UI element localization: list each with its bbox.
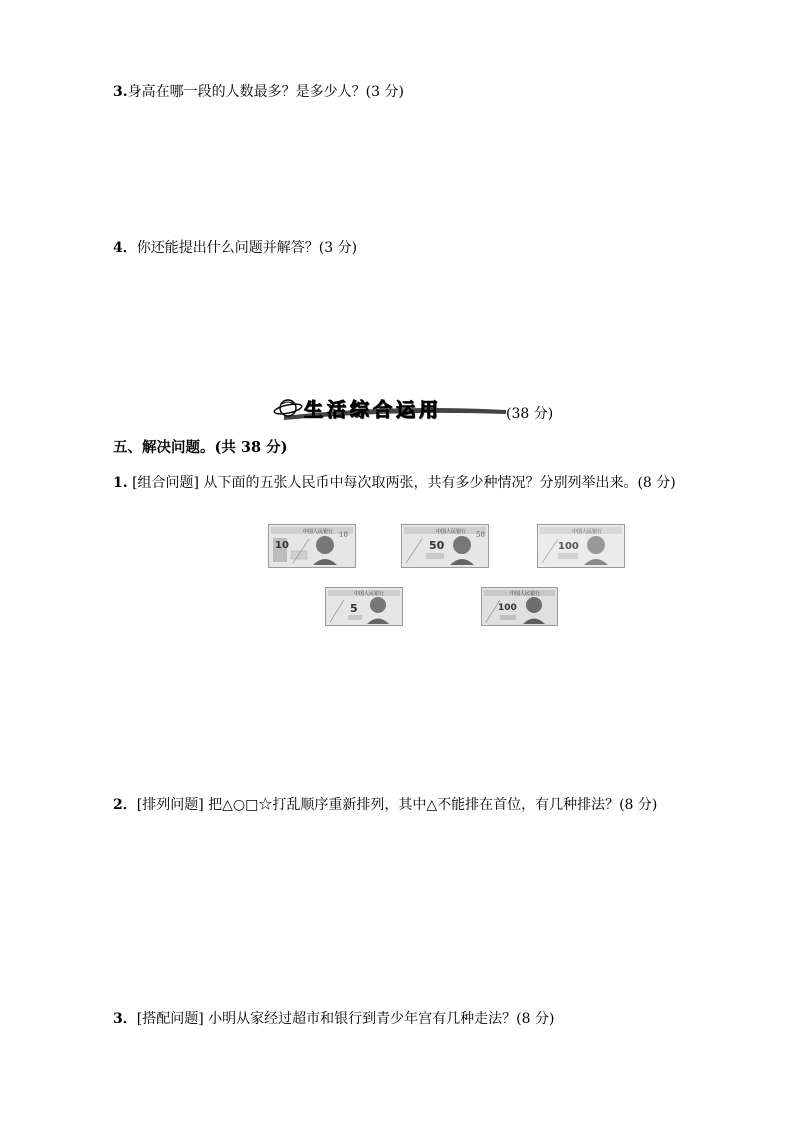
banknote-5 <box>325 587 403 626</box>
bill-denomination: 5 <box>350 602 358 615</box>
problem-2 <box>80 790 720 821</box>
svg-text:中国人民银行: 中国人民银行 <box>436 529 467 535</box>
section-banner <box>270 394 510 424</box>
svg-text:中国人民银行: 中国人民银行 <box>303 529 334 535</box>
bill-denomination: 100 <box>498 603 517 613</box>
question-4 <box>113 238 357 258</box>
planet-icon <box>273 400 302 416</box>
question-text: 你还能提出什么问题并解答？(3 分) <box>136 240 358 256</box>
problem-number: 2． <box>113 797 137 813</box>
bill-denomination: 10 <box>275 540 289 551</box>
bill-denomination: 50 <box>429 539 445 552</box>
question-3 <box>113 82 404 102</box>
problem-text: [搭配问题] 小明从家经过超市和银行到青少年宫有几种走法？(8 分) <box>136 1011 555 1027</box>
problem-3 <box>113 1009 554 1029</box>
banner-points: (38 分) <box>506 406 554 422</box>
problem-number: 1. <box>113 475 128 491</box>
problem-text: [组合问题] 从下面的五张人民币中每次取两张，共有多少种情况？分别列举出来。(8 分) <box>132 475 676 491</box>
banknote-100 <box>537 524 625 568</box>
question-number: 4． <box>113 240 137 256</box>
problem-1 <box>80 468 720 499</box>
svg-text:中国人民银行: 中国人民银行 <box>510 591 541 597</box>
svg-text:中国人民银行: 中国人民银行 <box>572 529 603 535</box>
problem-text: [排列问题] 把△○□☆打乱顺序重新排列，其中△不能排在首位，有几种排法？(8 分) <box>136 797 658 813</box>
bill-denomination: 100 <box>558 541 579 552</box>
section-5-title: 五、解决问题。(共 38 分) <box>113 439 288 456</box>
question-number: 3. <box>113 84 128 100</box>
banner-title: 生活综合运用 <box>304 399 443 421</box>
banknote-100-second <box>481 587 558 626</box>
question-text: 身高在哪一段的人数最多？是多少人？(3 分) <box>127 84 404 100</box>
svg-text:50: 50 <box>476 531 485 539</box>
svg-text:10: 10 <box>339 531 348 539</box>
svg-text:中国人民银行: 中国人民银行 <box>354 591 385 597</box>
banknote-10 <box>268 524 356 568</box>
problem-number: 3． <box>113 1011 137 1027</box>
banknote-50 <box>401 524 489 568</box>
